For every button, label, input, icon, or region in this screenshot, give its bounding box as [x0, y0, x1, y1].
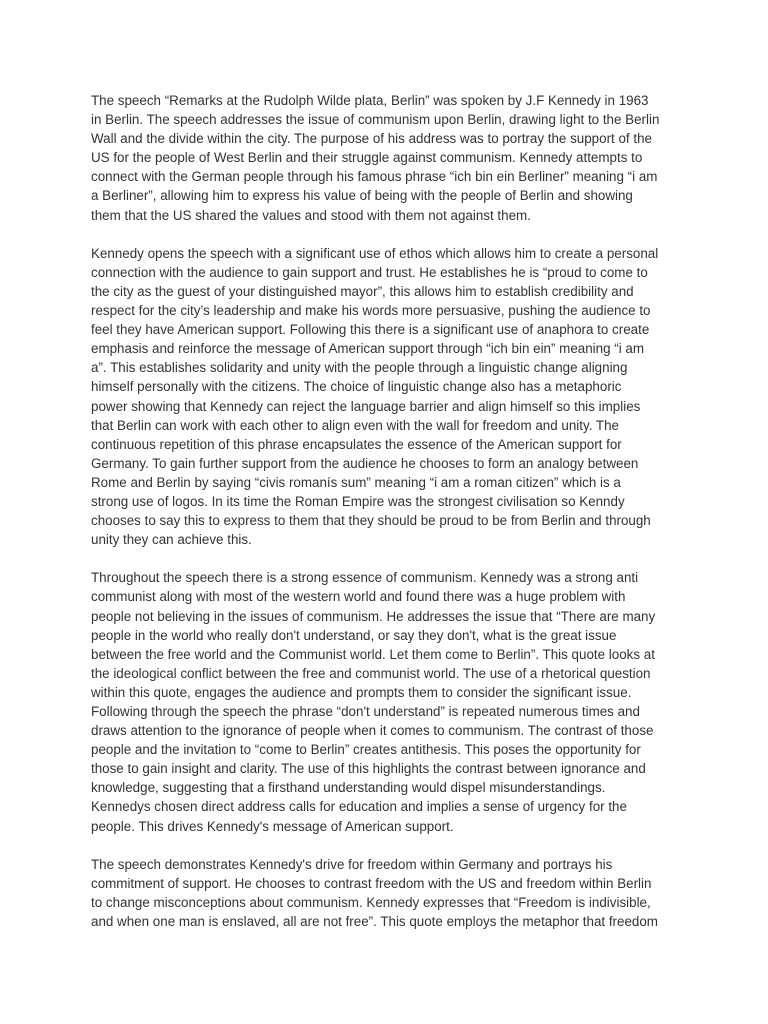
- document-body: [91, 91, 681, 950]
- paragraph-ethos-analysis: Kennedy opens the speech with a significant use of ethos which allows him to create a personal connection with the audience to gain support and trust. He establishes he is “proud to come to the city as the guest of your distinguished mayor”, this allows him to establish credibility and respect for the city’s leadership and make his words more persuasive, pushing the audience to feel they have American support. Following this there is a significant use of anaphora to create emphasis and reinforce the message of American support through “ich bin ein” meaning “i am a”. This establishes solidarity and unity with the people through a linguistic change aligning himself personally with the citizens. The choice of linguistic change also has a metaphoric power showing that Kennedy can reject the language barrier and align himself so this implies that Berlin can work with each other to align even with the wall for freedom and unity. The continuous repetition of this phrase encapsulates the essence of the American support for Germany. To gain further support from the audience he chooses to form an analogy between Rome and Berlin by saying “civis romanís sum” meaning “i am a roman citizen” which is a strong use of logos. In its time the Roman Empire was the strongest civilisation so Kenndy chooses to say this to express to them that they should be proud to be from Berlin and through unity they can achieve this.: [91, 245, 659, 548]
- paragraph-communism-analysis: Throughout the speech there is a strong essence of communism. Kennedy was a strong anti communist along with most of the western world and found there was a huge problem with people not believing in the issues of communism. He addresses the issue that “There are many people in the world who really don't understand, or say they don't, what is the great issue between the free world and the Communist world. Let them come to Berlin”. This quote looks at the ideological conflict between the free and communist world. The use of a rhetorical question within this quote, engages the audience and prompts them to consider the significant issue. Following through the speech the phrase “don't understand” is repeated numerous times and draws attention to the ignorance of people when it comes to communism. The contrast of those people and the invitation to “come to Berlin” creates antithesis. This poses the opportunity for those to gain insight and clarity. The use of this highlights the contrast between ignorance and knowledge, suggesting that a firsthand understanding would dispel misunderstandings. Kennedys chosen direct address calls for education and implies a sense of urgency for the people. This drives Kennedy's message of American support.: [91, 570, 656, 834]
- paragraph-freedom-analysis: The speech demonstrates Kennedy's drive for freedom within Germany and portrays his commitment of support. He chooses to contrast freedom with the US and freedom within Berlin to change misconceptions about communism. Kennedy expresses that “Freedom is indivisible, and when one man is enslaved, all are not free”. This quote employs the metaphor that freedom: [91, 856, 658, 930]
- paragraph-introduction: The speech “Remarks at the Rudolph Wilde plata, Berlin” was spoken by J.F Kennedy in 1963 in Berlin. The speech addresses the issue of communism upon Berlin, drawing light to the Berlin Wall and the divide within the city. The purpose of his address was to portray the support of the US for the people of West Berlin and their struggle against communism. Kennedy attempts to connect with the German people through his famous phrase “ich bin ein Berliner” meaning “i am a Berliner”, allowing him to express his value of being with the people of Berlin and showing them that the US shared the values and stood with them not against them.: [91, 93, 660, 223]
